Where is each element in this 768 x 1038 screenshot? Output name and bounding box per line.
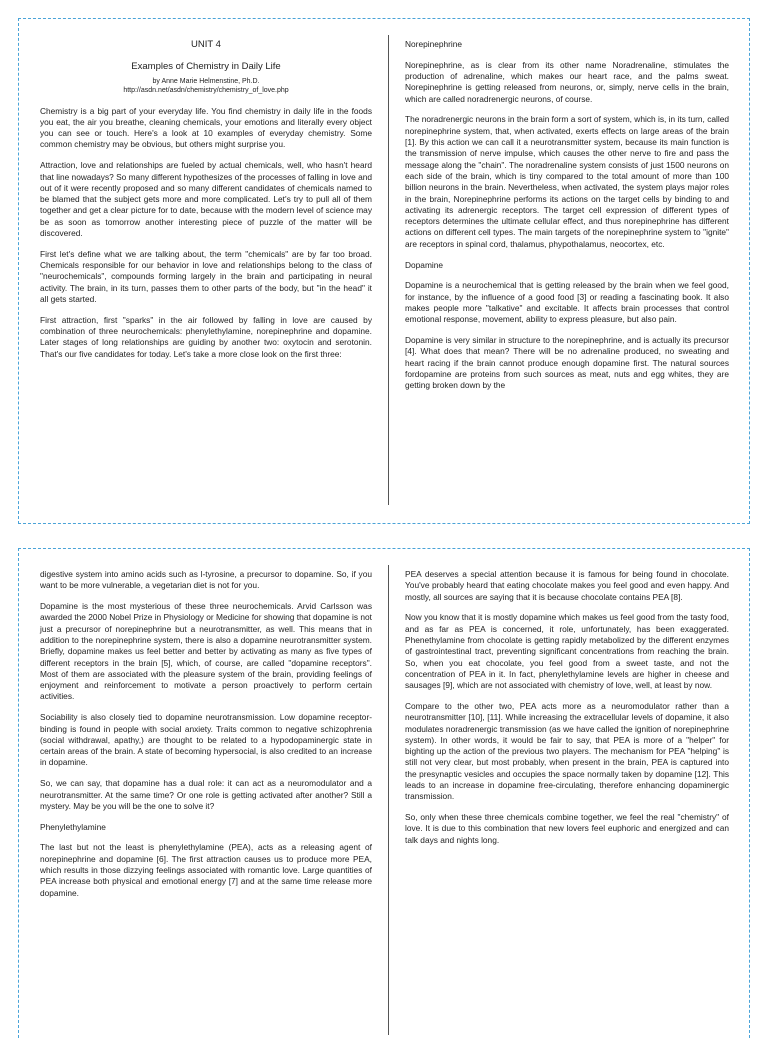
pea-neuromodulator-paragraph: Compare to the other two, PEA acts more as a neuromodulator rather than a neurotransmitter [10], [11]. While increasing the extracellular levels of dopamine, it also modulates noradrenergic transmission (as we have called the ignition of norepinephrine system). In other words, it would be fair to say, that PEA is more of a "helper" for bighting up the action of the previous two players. The mechanism for PEA "helping" is still not very clear, but most probably, when present in the brain, PEA is captured into the presynaptic vesicles and occupies the space normally taken by dopamine [12]. This leads to an increase in dopamine free-circulating, therefore enhancing dopaminergic transmission. (405, 700, 729, 802)
page-1 (18, 18, 750, 524)
dopamine-continued-paragraph: digestive system into amino acids such as l-tyrosine, a precursor to dopamine. So, if you want to be more vulnerable, a vegetarian diet is not for you. (40, 569, 372, 591)
sociability-paragraph: Sociability is also closely tied to dopamine neurotransmission. Low dopamine receptor-binding is found in people with social anxiety. Traits common to negative schizophrenia (social withdrawal, apathy,) are thought to be related to a hypodopaminergic state in certain areas of the brain. A state of becoming hypersocial, is also credited to an increase in dopamine. (40, 712, 372, 768)
first-attraction-paragraph: First attraction, first "sparks" in the air followed by falling in love are caused by combination of three neurochemicals: phenylethylamine, norepinephrine and dopamine. Later stages of long relationships are guiding by another two: oxytocin and serotonin. That's our five candidates for today. Let's take a more close look on the first three: (40, 314, 372, 359)
author-byline: by Anne Marie Helmenstine, Ph.D. (152, 77, 260, 85)
chemicals-definition-paragraph: First let's define what we are talking about, the term "chemicals" are by far too broad. Chemicals responsible for our behavior in love and relationships belong to the class of "neurochemicals", compounds forming largely in the brain and participating in neural activity. The brain, in its turn, passes them to other parts of the body, but "in the head" it all gets started. (40, 248, 372, 305)
page2-left-column (40, 569, 372, 908)
dopamine-paragraph: Dopamine is very similar in structure to the norepinephrine, and is actually its precursor [4]. What does that mean? There will be no adrenaline produced, no sweating and heart racing if the brain cannot produce enough dopamine first. The natural sources fordopamine are proteins from such sources as meat, nuts and egg whites, they are getting broken down by the (405, 335, 729, 391)
attraction-paragraph: Attraction, love and relationships are fueled by actual chemicals, well, who hasn't heard that line nowadays? So many different hypothesizes of the processes of falling in love and out of it were recently proposed and so many different candidates of chemicals named to be blamed that the subject gets more and more complicated. Let's try to pull all of them together and get a clear picture for to date, because with the modern level of science may be as soon as tomorrow another interesting piece of puzzle of the matter will be discovered. (40, 160, 372, 239)
page2-right-column (405, 569, 729, 856)
page-2 (18, 548, 750, 1038)
norepinephrine-paragraph: Norepinephrine, as is clear from its other name Noradrenaline, stimulates the production of adrenaline, which makes our heart race, and the palms sweat. Norepinephrine is getting released from neurons, or, simply, nerve cells in the brain, which are called noradrenergic neurons, of course. (405, 59, 729, 104)
page1-left-column (40, 39, 372, 370)
intro-paragraph: Chemistry is a big part of your everyday life. You find chemistry in daily life in the foods you eat, the air you breathe, cleaning chemicals, your emotions and literally every object you can see or touch. Here's a look at 10 examples of everyday chemistry. Some common chemistry may be obvious, but others might surprise you. (40, 105, 372, 150)
conclusion-paragraph: So, only when these three chemicals combine together, we feel the real "chemistry" of love. It is due to this combination that new lovers feel euphoric and energized and can talk days and nights long. (405, 812, 729, 845)
unit-label: UNIT 4 (191, 39, 221, 50)
norepinephrine-paragraph: The noradrenergic neurons in the brain form a sort of system, which is, in its turn, called norepinephrine system, that, when activated, exerts effects on large areas of the brain [1]. By this action we can call it a neurotransmitter system, because its main function is the transmission of nerve impulse, which causes the other nerve to fire and pass the message along the "chain". The noradrenaline system consists of just 1500 neurons on each side of the brain, which is tiny compared to the total amount of more than 100 billion neurons in the brain. Nevertheless, when activated, the system plays major roles in the brain, Norepinephrine performs its actions on the target cells by binding to and activating its adrenergic receptors. The target cell expression of different types of receptors determines the ultimate cellular effect, and thus norepinephrine has different actions on different cell types. The main targets of the norepinephrine system to "ignite" are receptors in spinal cord, thalamus, phypothalamus, neocortex, etc. (405, 114, 729, 249)
dopamine-paragraph: Dopamine is a neurochemical that is getting released by the brain when we feel good, for instance, by the influence of a good food [3] or reading a fascinating book. It also makes people more "talkative" and excitable. It affects brain processes that control emotional response, movement, ability to express pleasure, but also pain. (405, 280, 729, 325)
column-divider (388, 35, 389, 505)
pea-chocolate-paragraph: PEA deserves a special attention because it is famous for being found in chocolate. You've probably heard that eating chocolate makes you feel good and even happy. And mostly, all sources are saying that it is because chocolate contains PEA [8]. (405, 569, 729, 602)
page1-right-column (405, 39, 729, 401)
column-divider (388, 565, 389, 1035)
article-title: Examples of Chemistry in Daily Life (131, 61, 281, 73)
norepinephrine-heading: Norepinephrine (405, 39, 463, 49)
dual-role-paragraph: So, we can say, that dopamine has a dual role: it can act as a neuromodulator and a neurotransmitter. At the same time? Or one role is getting activated after another? Still a mystery. May be you will be the one to solve it? (40, 778, 372, 811)
phenylethylamine-heading: Phenylethylamine (40, 821, 106, 832)
pea-exaggerated-paragraph: Now you know that it is mostly dopamine which makes us feel good from the tasty food, and as far as PEA is concerned, it role, unfortunately, has been exaggerated. Phenethylamine from chocolate is getting rapidly metabolized by the different enzymes of gastrointestinal tract, preventing significant concentrations from reaching the brain. So, when you eat chocolate, you feel good from a sweet taste, and not the concentration of PEA in it. In fact, phenylethylamine levels are higher in cheese and sausages [9], which are not associated with chemistry of love, well, at least by now. (405, 612, 729, 691)
dopamine-mystery-paragraph: Dopamine is the most mysterious of these three neurochemicals. Arvid Carlsson was awarded the 2000 Nobel Prize in Physiology or Medicine for showing that dopamine is not just a precursor of norepinephrine but a neurotransmitter, as well. This means that in addition to the norepinephrine system, there is also a dopamine neurotransmitter system. Briefly, dopamine makes us feel better and better by activating as many as five types of different receptors in the brain [5], which, of course, are called "dopamine receptors". Most of them are associated with the pleasure system of the brain, providing feelings of enjoyment and reinforcement to motivate a person proactively to perform certain activities. (40, 601, 372, 702)
source-url: http://asdn.net/asdn/chemistry/chemistry_of_love.php (123, 86, 289, 94)
dopamine-heading: Dopamine (405, 259, 444, 270)
pea-paragraph: The last but not the least is phenylethylamine (PEA), acts as a releasing agent of norepinephrine and dopamine [6]. The first attraction causes us to produce more PEA, which results in those dizzying feelings associated with romantic love. Large quantities of PEA increase both physical and emotional energy [7] and at the same time release more dopamine. (40, 842, 372, 898)
